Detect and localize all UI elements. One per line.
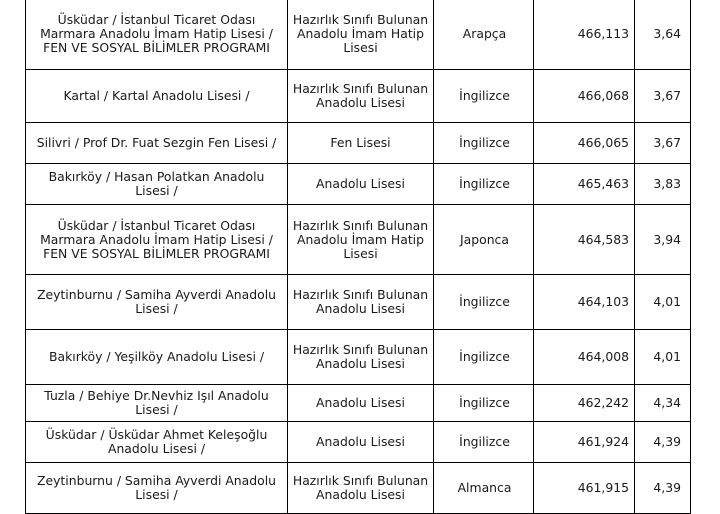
table-row <box>26 0 691 70</box>
school-cell: Üsküdar / İstanbul Ticaret Odası Marmara Anadolu İmam Hatip Lisesi / FEN VE SOSYAL BİLİMLER PROGRAMI <box>26 205 288 275</box>
language-cell: Arapça <box>434 0 534 70</box>
school-type-cell: Hazırlık Sınıfı Bulunan Anadolu Lisesi <box>288 275 434 330</box>
school-score-table-wrapper <box>25 0 690 514</box>
percentile-cell: 4,34 <box>635 385 691 422</box>
table-row <box>26 123 691 164</box>
school-type-cell: Hazırlık Sınıfı Bulunan Anadolu İmam Hatip Lisesi <box>288 0 434 70</box>
score-cell: 464,008 <box>534 330 635 385</box>
table-row <box>26 463 691 514</box>
percentile-cell: 4,39 <box>635 463 691 514</box>
table-row <box>26 330 691 385</box>
percentile-cell: 4,01 <box>635 275 691 330</box>
percentile-cell: 3,67 <box>635 70 691 123</box>
percentile-cell: 3,64 <box>635 0 691 70</box>
language-cell: İngilizce <box>434 123 534 164</box>
score-cell: 465,463 <box>534 164 635 205</box>
school-type-cell: Hazırlık Sınıfı Bulunan Anadolu Lisesi <box>288 70 434 123</box>
percentile-cell: 3,67 <box>635 123 691 164</box>
school-cell: Silivri / Prof Dr. Fuat Sezgin Fen Lisesi / <box>26 123 288 164</box>
language-cell: İngilizce <box>434 422 534 463</box>
school-type-cell: Hazırlık Sınıfı Bulunan Anadolu İmam Hatip Lisesi <box>288 205 434 275</box>
school-cell: Zeytinburnu / Samiha Ayverdi Anadolu Lisesi / <box>26 275 288 330</box>
percentile-cell: 4,39 <box>635 422 691 463</box>
score-cell: 461,924 <box>534 422 635 463</box>
school-cell: Tuzla / Behiye Dr.Nevhiz Işıl Anadolu Lisesi / <box>26 385 288 422</box>
school-type-cell: Anadolu Lisesi <box>288 164 434 205</box>
table-row <box>26 385 691 422</box>
percentile-cell: 4,01 <box>635 330 691 385</box>
language-cell: İngilizce <box>434 385 534 422</box>
school-cell: Üsküdar / İstanbul Ticaret Odası Marmara Anadolu İmam Hatip Lisesi / FEN VE SOSYAL BİLİMLER PROGRAMI <box>26 0 288 70</box>
score-cell: 466,068 <box>534 70 635 123</box>
school-cell: Zeytinburnu / Samiha Ayverdi Anadolu Lisesi / <box>26 463 288 514</box>
language-cell: Almanca <box>434 463 534 514</box>
table-row <box>26 205 691 275</box>
score-cell: 461,915 <box>534 463 635 514</box>
school-cell: Bakırköy / Hasan Polatkan Anadolu Lisesi / <box>26 164 288 205</box>
percentile-cell: 3,94 <box>635 205 691 275</box>
score-cell: 466,113 <box>534 0 635 70</box>
school-cell: Bakırköy / Yeşilköy Anadolu Lisesi / <box>26 330 288 385</box>
school-cell: Kartal / Kartal Anadolu Lisesi / <box>26 70 288 123</box>
school-type-cell: Hazırlık Sınıfı Bulunan Anadolu Lisesi <box>288 463 434 514</box>
score-cell: 462,242 <box>534 385 635 422</box>
language-cell: İngilizce <box>434 275 534 330</box>
school-cell: Üsküdar / Üsküdar Ahmet Keleşoğlu Anadolu Lisesi / <box>26 422 288 463</box>
language-cell: İngilizce <box>434 164 534 205</box>
language-cell: İngilizce <box>434 70 534 123</box>
school-type-cell: Hazırlık Sınıfı Bulunan Anadolu Lisesi <box>288 330 434 385</box>
table-row <box>26 164 691 205</box>
table-row <box>26 275 691 330</box>
school-score-table <box>25 0 691 514</box>
language-cell: İngilizce <box>434 330 534 385</box>
score-cell: 464,103 <box>534 275 635 330</box>
score-cell: 466,065 <box>534 123 635 164</box>
language-cell: Japonca <box>434 205 534 275</box>
table-row <box>26 70 691 123</box>
table-row <box>26 422 691 463</box>
school-type-cell: Anadolu Lisesi <box>288 422 434 463</box>
score-cell: 464,583 <box>534 205 635 275</box>
percentile-cell: 3,83 <box>635 164 691 205</box>
school-type-cell: Fen Lisesi <box>288 123 434 164</box>
school-type-cell: Anadolu Lisesi <box>288 385 434 422</box>
